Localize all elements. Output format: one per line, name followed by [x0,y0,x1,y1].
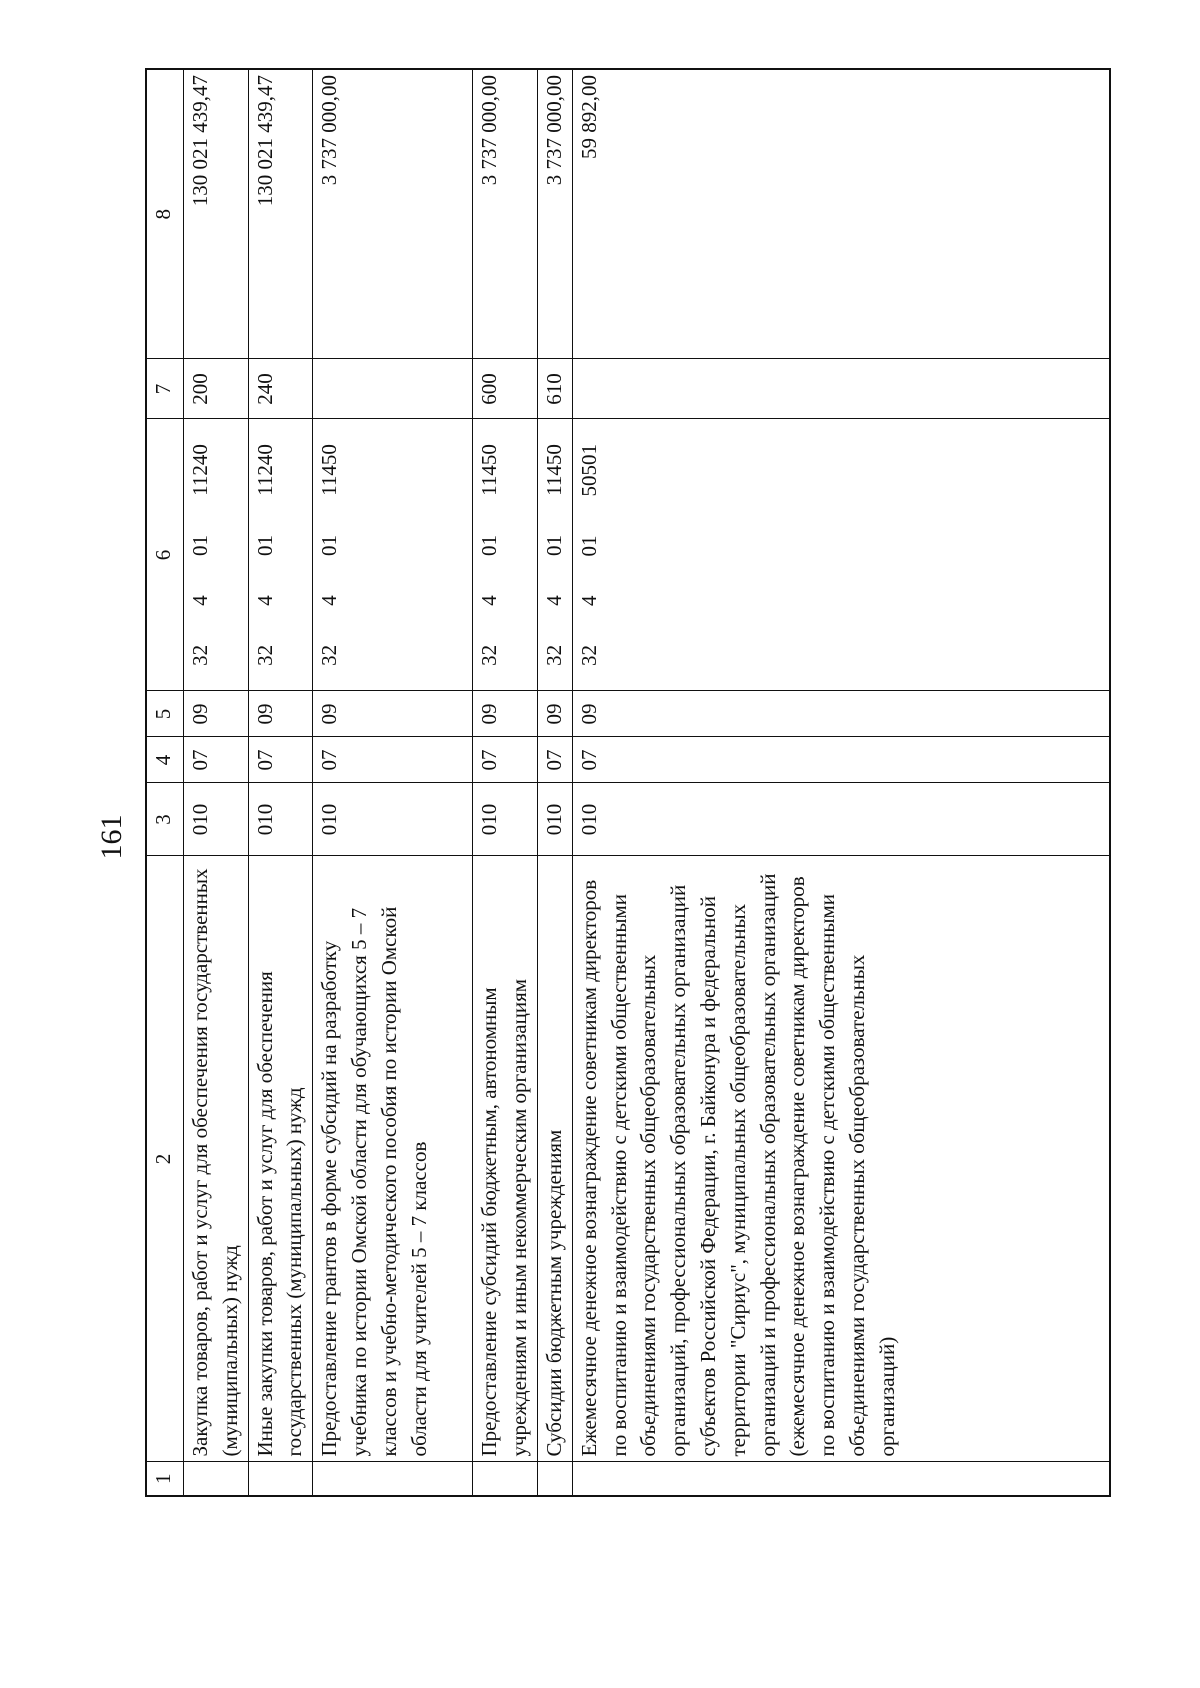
row-number-cell [184,1462,249,1496]
target-article-code [572,419,1110,691]
code-col-4: 07 [473,737,538,783]
code-col-5: 09 [473,691,538,737]
code-part-subprogram: 4 [188,595,212,606]
code-col-4: 07 [537,737,572,783]
code-part-direction: 11450 [477,444,502,496]
code-part-event: 01 [477,535,502,557]
code-col-3: 010 [473,783,538,856]
col-header-6: 6 [146,419,184,691]
code-part-program: 32 [477,644,502,666]
code-col-7: 240 [248,359,313,419]
target-article-code [537,419,572,691]
code-col-3: 010 [572,783,1110,856]
code-part-event: 01 [188,535,212,557]
code-col-5: 09 [248,691,313,737]
table-row [184,69,249,1496]
code-part-subprogram: 4 [541,595,566,606]
code-col-3: 010 [184,783,249,856]
row-description: Ежемесячное денежное вознаграждение советникам директоров по воспитанию и взаимодействию с детскими общественными объединениями государственных общеобразовательных организаций, профессиональных образовательных организаций субъектов Российской Федерации, г. Байконура и федеральной территории "Сириус", муниципальных общеобразовательных организаций и профессиональных образовательных организаций (ежемесячное денежное вознаграждение советникам директоров по воспитанию и взаимодействию с детскими общественными объединениями государственных общеобразовательных организаций) [572,856,1110,1462]
col-header-1: 1 [146,1462,184,1496]
code-part-program: 32 [576,645,601,666]
code-col-4: 07 [572,737,1110,783]
code-part-event: 01 [541,535,566,557]
col-header-5: 5 [146,691,184,737]
col-header-7: 7 [146,359,184,419]
code-part-program: 32 [188,644,212,666]
code-col-3: 010 [537,783,572,856]
code-col-7 [572,359,1110,419]
amount-cell: 130 021 439,47 [184,69,249,359]
page-number: 161 [95,814,128,860]
code-part-subprogram: 4 [576,595,601,606]
code-part-event: 01 [317,535,342,557]
col-header-8: 8 [146,69,184,359]
code-part-event: 01 [576,535,601,557]
row-description: Иные закупки товаров, работ и услуг для обеспечения государственных (муниципальных) нужд [248,856,313,1462]
code-col-4: 07 [184,737,249,783]
budget-table [145,68,1111,1497]
col-header-2: 2 [146,856,184,1462]
code-part-direction: 11240 [188,444,212,496]
code-part-subprogram: 4 [252,595,277,606]
table-row [537,69,572,1496]
row-description: Закупка товаров, работ и услуг для обеспечения государственных (муниципальных) нужд [184,856,249,1462]
code-col-5: 09 [184,691,249,737]
code-part-program: 32 [252,644,277,666]
code-part-direction: 50501 [576,444,601,497]
table-row [313,69,473,1496]
code-part-program: 32 [317,644,342,666]
amount-cell: 3 737 000,00 [473,69,538,359]
code-col-5: 09 [313,691,473,737]
target-article-code [313,419,473,691]
row-description: Предоставление субсидий бюджетным, автономным учреждениям и иным некоммерческим организациям [473,856,538,1462]
target-article-code [473,419,538,691]
code-part-direction: 11240 [252,444,277,496]
code-col-7: 600 [473,359,538,419]
code-part-subprogram: 4 [317,595,342,606]
code-col-7: 610 [537,359,572,419]
target-article-code [248,419,313,691]
col-header-4: 4 [146,737,184,783]
table-row [473,69,538,1496]
code-col-4: 07 [248,737,313,783]
row-number-cell [537,1462,572,1496]
amount-cell: 130 021 439,47 [248,69,313,359]
code-col-4: 07 [313,737,473,783]
row-number-cell [248,1462,313,1496]
rotated-table-wrapper [145,70,1111,1497]
table-row [248,69,313,1496]
amount-cell: 3 737 000,00 [313,69,473,359]
code-part-direction: 11450 [317,444,342,496]
code-part-direction: 11450 [541,444,566,496]
code-part-subprogram: 4 [477,595,502,606]
header-row [146,69,184,1496]
row-description: Предоставление грантов в форме субсидий на разработку учебника по истории Омской области для обучающихся 5 – 7 классов и учебно-методического пособия по истории Омской области для учителей 5 – 7 классов [313,856,473,1462]
row-number-cell [313,1462,473,1496]
code-col-3: 010 [313,783,473,856]
amount-cell: 59 892,00 [572,69,1110,359]
col-header-3: 3 [146,783,184,856]
target-article-code [184,419,249,691]
row-number-cell [572,1462,1110,1496]
code-col-5: 09 [537,691,572,737]
code-part-program: 32 [541,644,566,666]
code-part-event: 01 [252,535,277,557]
amount-cell: 3 737 000,00 [537,69,572,359]
code-col-7 [313,359,473,419]
code-col-5: 09 [572,691,1110,737]
code-col-3: 010 [248,783,313,856]
row-description: Субсидии бюджетным учреждениям [537,856,572,1462]
table-row [572,69,1110,1496]
row-number-cell [473,1462,538,1496]
code-col-7: 200 [184,359,249,419]
